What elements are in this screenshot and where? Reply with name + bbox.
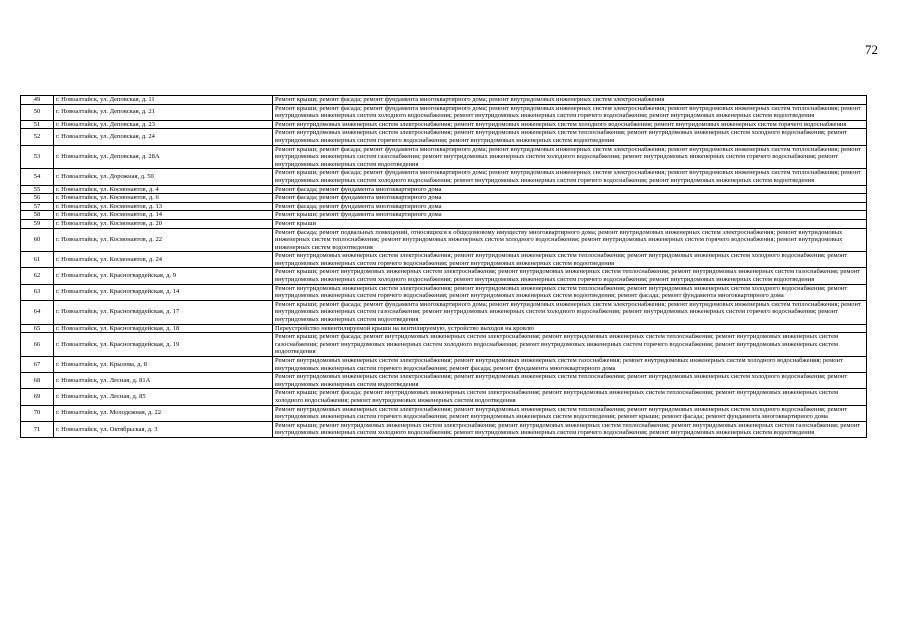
table-row [21, 268, 867, 284]
table-row [21, 300, 867, 324]
table-row [21, 252, 867, 268]
works-cell: Ремонт крыши; ремонт фасада; ремонт внутридомовых инженерных систем электроснабжения; ремонт внутридомовых инженерных систем теплоснабжения; ремонт внутридомовых инженерных систем газоснабжения; ремонт внутридомовых инженерных систем холодного водоснабжения; ремонт внутридомовых инженерных систем горячего водоснабжения; ремонт внутридомовых инженерных систем водоотведения [273, 333, 867, 357]
address-cell: г. Новоалтайск, ул. Красногвардейская, д. 17 [54, 300, 273, 324]
address-cell: г. Новоалтайск, ул. Крылова, д. 8 [54, 357, 273, 373]
address-cell: г. Новоалтайск, ул. Молодежная, д. 22 [54, 405, 273, 421]
works-cell: Ремонт внутридомовых инженерных систем электроснабжения; ремонт внутридомовых инженерных систем теплоснабжения; ремонт внутридомовых инженерных систем холодного водоснабжения; ремонт внутридомовых инженерных систем горячего водоснабжения; ремонт внутридомовых инженерных систем водоотведения; ремонт крыши; ремонт фасада; ремонт фундамента многоквартирного дома [273, 405, 867, 421]
row-number-cell: 64 [21, 300, 54, 324]
works-cell: Ремонт крыши; ремонт фасада; ремонт фундамента многоквартирного дома; ремонт внутридомовых инженерных систем электроснабжения; ремонт внутридомовых инженерных систем теплоснабжения; ремонт внутридомовых инженерных систем газоснабжения; ремонт внутридомовых инженерных систем холодного водоснабжения; ремонт внутридомовых инженерных систем горячего водоснабжения; ремонт внутридомовых инженерных систем водоотведения [273, 300, 867, 324]
row-number-cell: 60 [21, 228, 54, 252]
works-cell: Ремонт крыши; ремонт фундамента многоквартирного дома [273, 211, 867, 220]
table-row [21, 357, 867, 373]
works-cell: Ремонт внутридомовых инженерных систем электроснабжения; ремонт внутридомовых инженерных систем теплоснабжения; ремонт внутридомовых инженерных систем холодного водоснабжения; ремонт внутридомовых инженерных систем горячего водоснабжения; ремонт внутридомовых инженерных систем водоотведения; ремонт фасада; ремонт фундамента многоквартирного дома [273, 284, 867, 300]
works-cell: Ремонт крыши; ремонт внутридомовых инженерных систем электроснабжения; ремонт внутридомовых инженерных систем теплоснабжения; ремонт внутридомовых инженерных систем газоснабжения; ремонт внутридомовых инженерных систем холодного водоснабжения; ремонт внутридомовых инженерных систем горячего водоснабжения; ремонт внутридомовых инженерных систем водоотведения [273, 421, 867, 437]
row-number-cell: 57 [21, 202, 54, 211]
table-row [21, 373, 867, 389]
row-number-cell: 70 [21, 405, 54, 421]
row-number-cell: 69 [21, 389, 54, 405]
works-cell: Ремонт крыши; ремонт фасада; ремонт фундамента многоквартирного дома; ремонт внутридомовых инженерных систем электроснабжения; ремонт внутридомовых инженерных систем теплоснабжения; ремонт внутридомовых инженерных систем холодного водоснабжения; ремонт внутридомовых инженерных систем горячего водоснабжения; ремонт внутридомовых инженерных систем водоотведения [273, 104, 867, 120]
table-row [21, 324, 867, 333]
works-cell: Ремонт крыши; ремонт фасада; ремонт фундамента многоквартирного дома; ремонт внутридомовых инженерных систем электроснабжения; ремонт внутридомовых инженерных систем теплоснабжения; ремонт внутридомовых инженерных систем газоснабжения; ремонт внутридомовых инженерных систем холодного водоснабжения; ремонт внутридомовых инженерных систем горячего водоснабжения; ремонт внутридомовых инженерных систем водоотведения [273, 145, 867, 169]
table-row [21, 145, 867, 169]
address-cell: г. Новоалтайск, ул. Красногвардейская, д. 14 [54, 284, 273, 300]
row-number-cell: 67 [21, 357, 54, 373]
table-row [21, 129, 867, 145]
row-number-cell: 52 [21, 129, 54, 145]
page-number: 72 [865, 42, 878, 57]
address-cell: г. Новоалтайск, ул. Космонавтов, д. 13 [54, 202, 273, 211]
address-cell: г. Новоалтайск, ул. Деповская, д. 11 [54, 96, 273, 105]
table-row [21, 405, 867, 421]
row-number-cell: 65 [21, 324, 54, 333]
address-cell: г. Новоалтайск, ул. Лесная, д. 81А [54, 373, 273, 389]
table-row [21, 284, 867, 300]
works-cell: Ремонт внутридомовых инженерных систем электроснабжения; ремонт внутридомовых инженерных систем теплоснабжения; ремонт внутридомовых инженерных систем холодного водоснабжения; ремонт внутридомовых инженерных систем водоотведения [273, 373, 867, 389]
address-cell: г. Новоалтайск, ул. Лесная, д. 85 [54, 389, 273, 405]
works-cell: Ремонт фасада; ремонт фундамента многоквартирного дома [273, 202, 867, 211]
table-row [21, 120, 867, 129]
table-row [21, 228, 867, 252]
table-row [21, 96, 867, 105]
row-number-cell: 53 [21, 145, 54, 169]
row-number-cell: 63 [21, 284, 54, 300]
row-number-cell: 49 [21, 96, 54, 105]
works-cell: Ремонт внутридомовых инженерных систем электроснабжения; ремонт внутридомовых инженерных систем теплоснабжения; ремонт внутридомовых инженерных систем холодного водоснабжения; ремонт внутридомовых инженерных систем горячего водоснабжения; ремонт внутридомовых инженерных систем водоотведения [273, 252, 867, 268]
row-number-cell: 71 [21, 421, 54, 437]
works-table-body [21, 96, 867, 438]
row-number-cell: 61 [21, 252, 54, 268]
works-cell: Ремонт крыши; ремонт фасада; ремонт внутридомовых инженерных систем электроснабжения; ремонт внутридомовых инженерных систем теплоснабжения; ремонт внутридомовых инженерных систем холодного водоснабжения; ремонт внутридомовых инженерных систем водоотведения [273, 389, 867, 405]
table-row [21, 211, 867, 220]
works-cell: Ремонт внутридомовых инженерных систем электроснабжения; ремонт внутридомовых инженерных систем теплоснабжения; ремонт внутридомовых инженерных систем холодного водоснабжения; ремонт внутридомовых инженерных систем горячего водоснабжения; ремонт внутридомовых инженерных систем водоотведения [273, 129, 867, 145]
address-cell: г. Новоалтайск, ул. Октябрьская, д. 3 [54, 421, 273, 437]
address-cell: г. Новоалтайск, ул. Деповская, д. 21 [54, 104, 273, 120]
address-cell: г. Новоалтайск, ул. Космонавтов, д. 6 [54, 194, 273, 203]
address-cell: г. Новоалтайск, ул. Красногвардейская, д. 9 [54, 268, 273, 284]
row-number-cell: 50 [21, 104, 54, 120]
address-cell: г. Новоалтайск, ул. Космонавтов, д. 24 [54, 252, 273, 268]
row-number-cell: 58 [21, 211, 54, 220]
works-cell: Ремонт внутридомовых инженерных систем электроснабжения; ремонт внутридомовых инженерных систем холодного водоснабжения; ремонт внутридомовых инженерных систем горячего водоснабжения [273, 120, 867, 129]
works-cell: Ремонт крыши; ремонт внутридомовых инженерных систем электроснабжения; ремонт внутридомовых инженерных систем теплоснабжения; ремонт внутридомовых инженерных систем газоснабжения; ремонт внутридомовых инженерных систем холодного водоснабжения; ремонт внутридомовых инженерных систем горячего водоснабжения; ремонт внутридомовых инженерных систем водоотведения [273, 268, 867, 284]
address-cell: г. Новоалтайск, ул. Космонавтов, д. 22 [54, 228, 273, 252]
row-number-cell: 56 [21, 194, 54, 203]
address-cell: г. Новоалтайск, ул. Деповская, д. 24 [54, 129, 273, 145]
table-row [21, 194, 867, 203]
table-row [21, 169, 867, 185]
table-row [21, 185, 867, 194]
works-cell: Ремонт крыши [273, 219, 867, 228]
address-cell: г. Новоалтайск, ул. Красногвардейская, д. 18 [54, 324, 273, 333]
row-number-cell: 68 [21, 373, 54, 389]
address-cell: г. Новоалтайск, ул. Космонавтов, д. 4 [54, 185, 273, 194]
address-cell: г. Новоалтайск, ул. Космонавтов, д. 20 [54, 219, 273, 228]
table-row [21, 104, 867, 120]
works-cell: Ремонт фасада; ремонт подвальных помещений, относящихся к общедомовому имуществу многоквартирного дома; ремонт внутридомовых инженерных систем электроснабжения; ремонт внутридомовых инженерных систем теплоснабжения; ремонт внутридомовых инженерных систем холодного водоснабжения; ремонт внутридомовых инженерных систем горячего водоснабжения; ремонт внутридомовых инженерных систем водоотведения [273, 228, 867, 252]
table-row [21, 389, 867, 405]
row-number-cell: 54 [21, 169, 54, 185]
table-row [21, 202, 867, 211]
row-number-cell: 51 [21, 120, 54, 129]
works-cell: Ремонт фасада; ремонт фундамента многоквартирного дома [273, 194, 867, 203]
address-cell: г. Новоалтайск, ул. Деповская, д. 23 [54, 120, 273, 129]
address-cell: г. Новоалтайск, ул. Дорожная, д. 50 [54, 169, 273, 185]
table-row [21, 333, 867, 357]
works-table [20, 95, 867, 438]
works-cell: Переустройство невентилируемой крыши на вентилируемую, устройство выходов на кровлю [273, 324, 867, 333]
works-cell: Ремонт фасада; ремонт фундамента многоквартирного дома [273, 185, 867, 194]
works-cell: Ремонт крыши; ремонт фасада; ремонт фундамента многоквартирного дома; ремонт внутридомовых инженерных систем электроснабжения; ремонт внутридомовых инженерных систем теплоснабжения; ремонт внутридомовых инженерных систем холодного водоснабжения; ремонт внутридомовых инженерных систем горячего водоснабжения; ремонт внутридомовых инженерных систем водоотведения [273, 169, 867, 185]
table-row [21, 219, 867, 228]
works-cell: Ремонт внутридомовых инженерных систем электроснабжения; ремонт внутридомовых инженерных систем газоснабжения; ремонт внутридомовых инженерных систем холодного водоснабжения; ремонт внутридомовых инженерных систем горячего водоснабжения; ремонт фасада; ремонт фундамента многоквартирного дома [273, 357, 867, 373]
row-number-cell: 55 [21, 185, 54, 194]
row-number-cell: 62 [21, 268, 54, 284]
address-cell: г. Новоалтайск, ул. Красногвардейская, д. 19 [54, 333, 273, 357]
table-row [21, 421, 867, 437]
address-cell: г. Новоалтайск, ул. Деповская, д. 28А [54, 145, 273, 169]
address-cell: г. Новоалтайск, ул. Космонавтов, д. 14 [54, 211, 273, 220]
row-number-cell: 66 [21, 333, 54, 357]
row-number-cell: 59 [21, 219, 54, 228]
works-cell: Ремонт крыши; ремонт фасада; ремонт фундамента многоквартирного дома; ремонт внутридомовых инженерных систем электроснабжения [273, 96, 867, 105]
